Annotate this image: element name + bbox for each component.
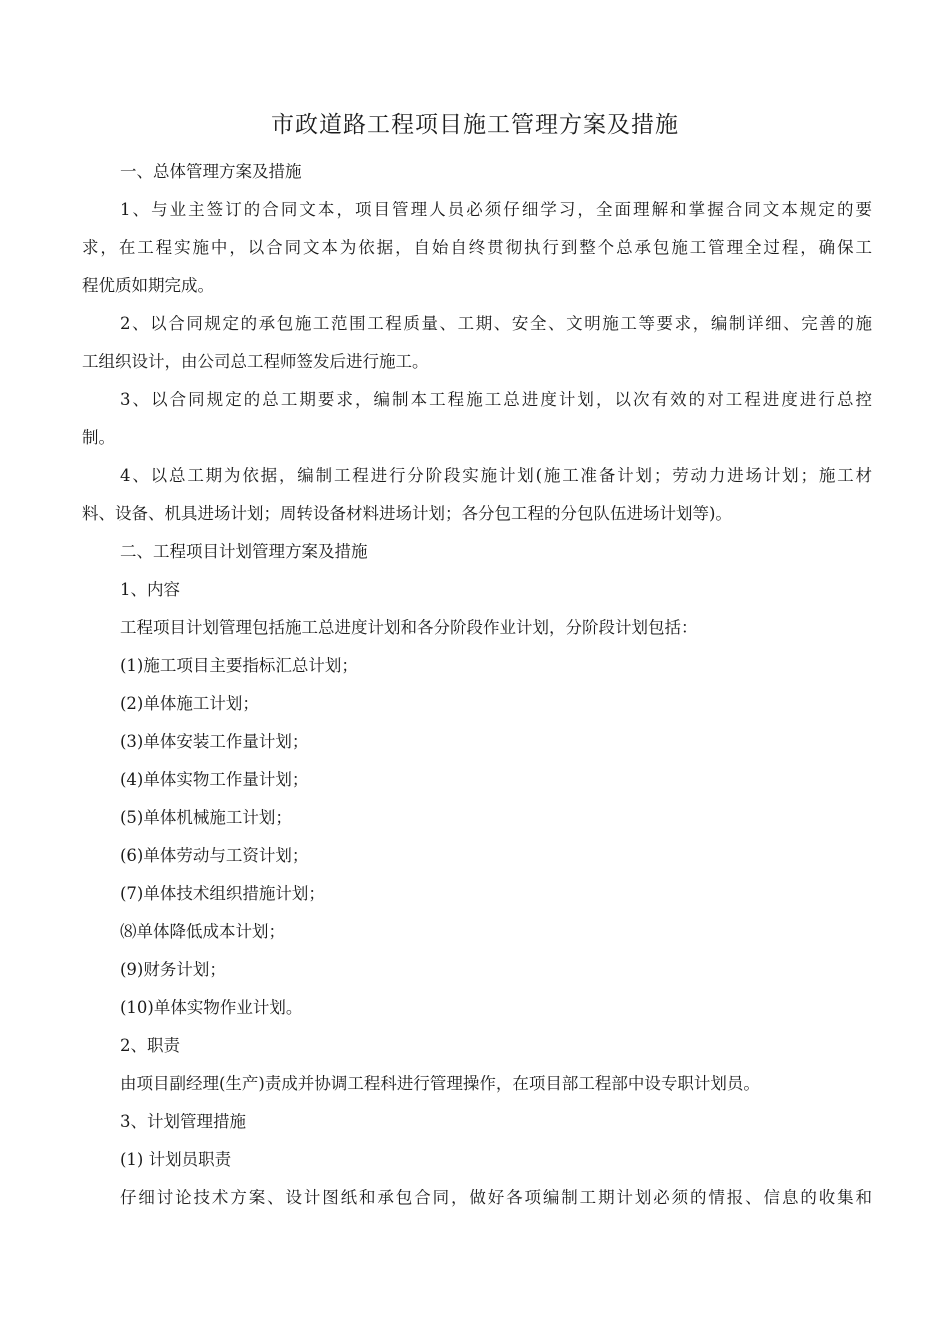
section-heading: 一、总体管理方案及措施: [120, 162, 302, 181]
list-item: (4)单体实物工作量计划；: [120, 770, 309, 789]
list-item: (2)单体施工计划；: [120, 694, 259, 713]
paragraph-line: 由项目副经理(生产)责成并协调工程科进行管理操作，在项目部工程部中设专职计划员。: [120, 1074, 760, 1093]
subsection-heading: 2、职责: [120, 1036, 180, 1055]
section-heading: 二、工程项目计划管理方案及措施: [120, 542, 368, 561]
list-item: ⑻单体降低成本计划；: [120, 922, 285, 941]
paragraph-line: 程优质如期完成。: [82, 276, 214, 295]
paragraph-line: 求，在工程实施中，以合同文本为依据，自始自终贯彻执行到整个总承包施工管理全过程，确保工: [82, 238, 872, 257]
list-item: (10)单体实物作业计划。: [120, 998, 303, 1017]
list-item: (1) 计划员职责: [120, 1150, 232, 1169]
paragraph-line: 2、以合同规定的承包施工范围工程质量、工期、安全、文明施工等要求，编制详细、完善的施: [120, 314, 872, 333]
document-title: 市政道路工程项目施工管理方案及措施: [271, 112, 679, 138]
paragraph-line: 4、以总工期为依据，编制工程进行分阶段实施计划(施工准备计划；劳动力进场计划；施工材: [120, 466, 872, 485]
list-item: (6)单体劳动与工资计划；: [120, 846, 309, 865]
paragraph-line: 工组织设计，由公司总工程师签发后进行施工。: [82, 352, 429, 371]
list-item: (1)施工项目主要指标汇总计划；: [120, 656, 358, 675]
list-item: (3)单体安装工作量计划；: [120, 732, 309, 751]
paragraph-line: 仔细讨论技术方案、设计图纸和承包合同，做好各项编制工期计划必须的情报、信息的收集和: [120, 1188, 872, 1207]
list-item: (5)单体机械施工计划；: [120, 808, 292, 827]
paragraph-line: 3、以合同规定的总工期要求，编制本工程施工总进度计划，以次有效的对工程进度进行总控: [120, 390, 872, 409]
paragraph-line: 料、设备、机具进场计划；周转设备材料进场计划；各分包工程的分包队伍进场计划等)。: [82, 504, 732, 523]
paragraph-line: 制。: [82, 428, 115, 447]
subsection-heading: 1、内容: [120, 580, 180, 599]
list-item: (7)单体技术组织措施计划；: [120, 884, 325, 903]
paragraph-line: 1、与业主签订的合同文本，项目管理人员必须仔细学习，全面理解和掌握合同文本规定的要: [120, 200, 872, 219]
list-item: (9)财务计划；: [120, 960, 226, 979]
paragraph-line: 工程项目计划管理包括施工总进度计划和各分阶段作业计划，分阶段计划包括：: [120, 618, 698, 637]
subsection-heading: 3、计划管理措施: [120, 1112, 246, 1131]
